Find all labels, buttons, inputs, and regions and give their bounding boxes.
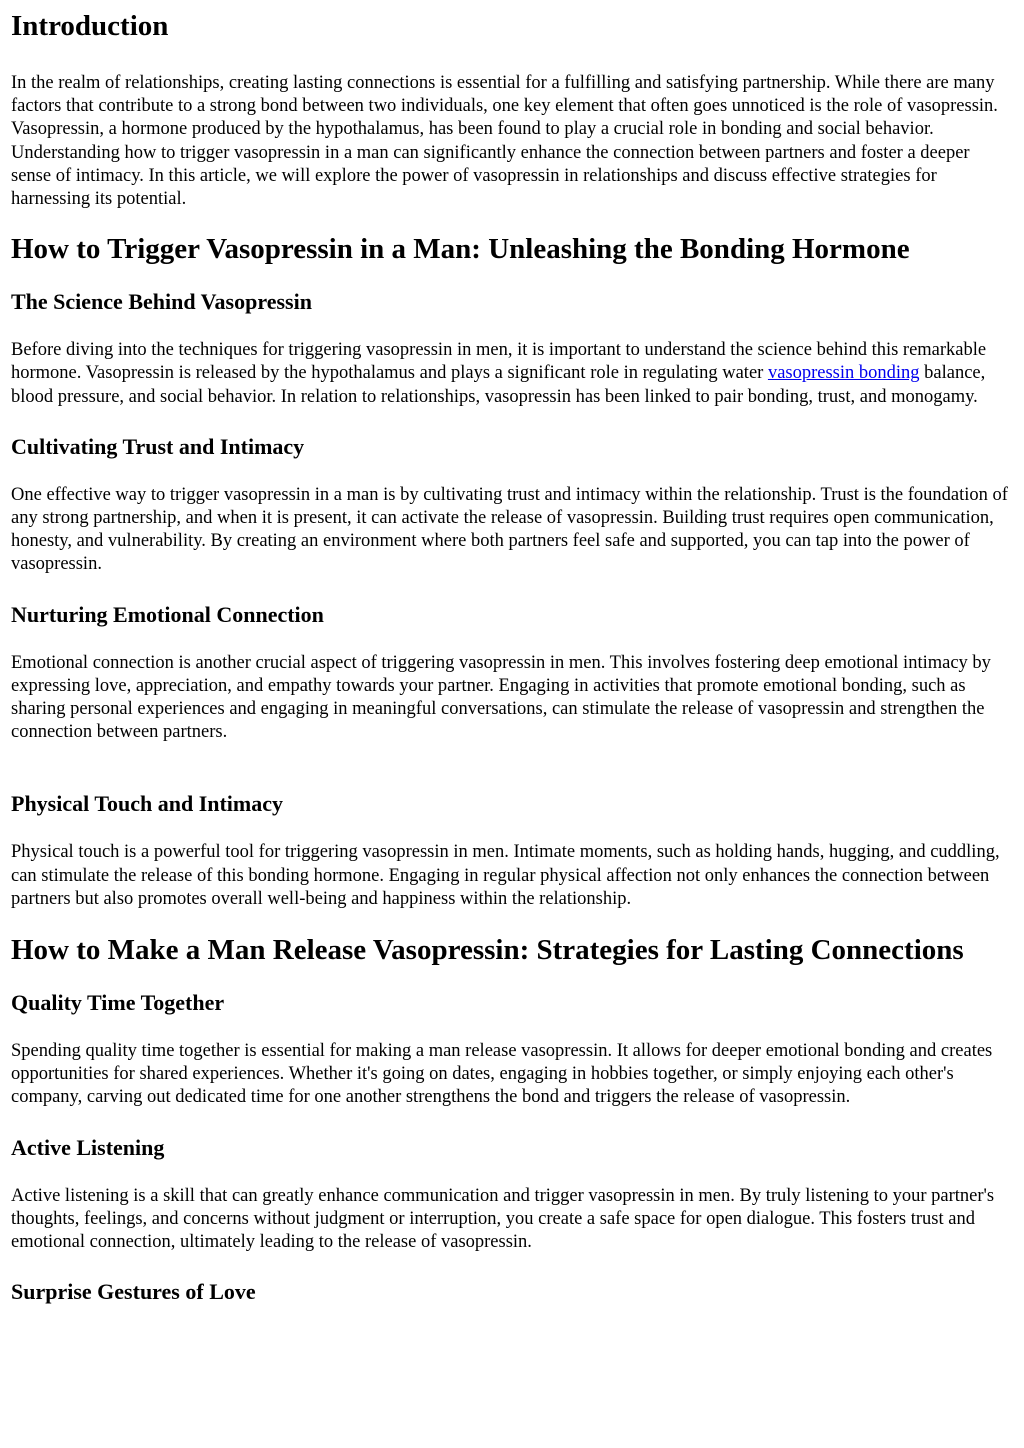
emotional-paragraph: Emotional connection is another crucial aspect of triggering vasopressin in men. This involves fostering deep emotional intimacy by expressing love, appreciation, and empathy towards your partner. Engaging in activities that promote emotional bonding, such as sharing personal experiences and engaging in meaningful conversations, can stimulate the release of vasopressin and strengthen the connection between partners. [11, 652, 991, 743]
listening-heading: Active Listening [11, 1134, 165, 1160]
emotional-heading: Nurturing Emotional Connection [11, 601, 324, 627]
section2-heading: How to Make a Man Release Vasopressin: Strategies for Lasting Connections [11, 934, 964, 967]
listening-paragraph: Active listening is a skill that can greatly enhance communication and trigger vasopressin in men. By truly listening to your partner's thoughts, feelings, and concerns without judgment or interruption, you create a safe space for open dialogue. This fosters trust and emotional connection, ultimately leading to the release of vasopressin. [11, 1185, 995, 1253]
science-heading: The Science Behind Vasopressin [11, 289, 312, 315]
quality-heading: Quality Time Together [11, 990, 225, 1016]
intro-paragraph: In the realm of relationships, creating lasting connections is essential for a fulfilling and satisfying partnership. While there are many factors that contribute to a strong bond between two individuals, one key element that often goes unnoticed is the role of vasopressin. Vasopressin, a hormone produced by the hypothalamus, has been found to play a crucial role in bonding and social behavior. Understanding how to trigger vasopressin in a man can significantly enhance the connection between partners and foster a deeper sense of intimacy. In this article, we will explore the power of vasopressin in relationships and discuss effective strategies for harnessing its potential. [11, 73, 998, 210]
physical-paragraph: Physical touch is a powerful tool for triggering vasopressin in men. Intimate moments, such as holding hands, hugging, and cuddling, can stimulate the release of this bonding hormone. Engaging in regular physical affection not only enhances the connection between partners but also promotes overall well-being and happiness within the relationship. [11, 842, 1000, 909]
quality-paragraph: Spending quality time together is essential for making a man release vasopressin. It allows for deeper emotional bonding and creates opportunities for shared experiences. Whether it's going on dates, engaging in hobbies together, or simply enjoying each other's company, carving out dedicated time for one another strengthens the bond and triggers the release of vasopressin. [11, 1041, 993, 1108]
trust-heading: Cultivating Trust and Intimacy [11, 433, 305, 459]
science-paragraph-start: Before diving into the techniques for triggering vasopressin in men, it is important to understand the science behind this remarkable hormone. Vasopressin is released by the hypothalamus and plays a significant role in regulating water [11, 340, 987, 384]
intro-heading: Introduction [11, 10, 169, 42]
physical-heading: Physical Touch and Intimacy [11, 791, 284, 817]
science-paragraph-end: balance, blood pressure, and social behavior. In relation to relationships, vasopressin has been linked to pair bonding, trust, and monogamy. [11, 363, 986, 407]
trust-paragraph: One effective way to trigger vasopressin in a man is by cultivating trust and intimacy within the relationship. Trust is the foundation of any strong partnership, and when it is present, it can activate the release of vasopressin. Building trust requires open communication, honesty, and vulnerability. By creating an environment where both partners feel safe and supported, you can tap into the power of vasopressin. [11, 484, 1008, 575]
surprise-heading: Surprise Gestures of Love [11, 1279, 256, 1305]
vasopressin-bonding-link[interactable]: vasopressin bonding [767, 363, 920, 384]
section1-heading: How to Trigger Vasopressin in a Man: Unleashing the Bonding Hormone [11, 233, 910, 266]
science-paragraph [11, 339, 1014, 409]
